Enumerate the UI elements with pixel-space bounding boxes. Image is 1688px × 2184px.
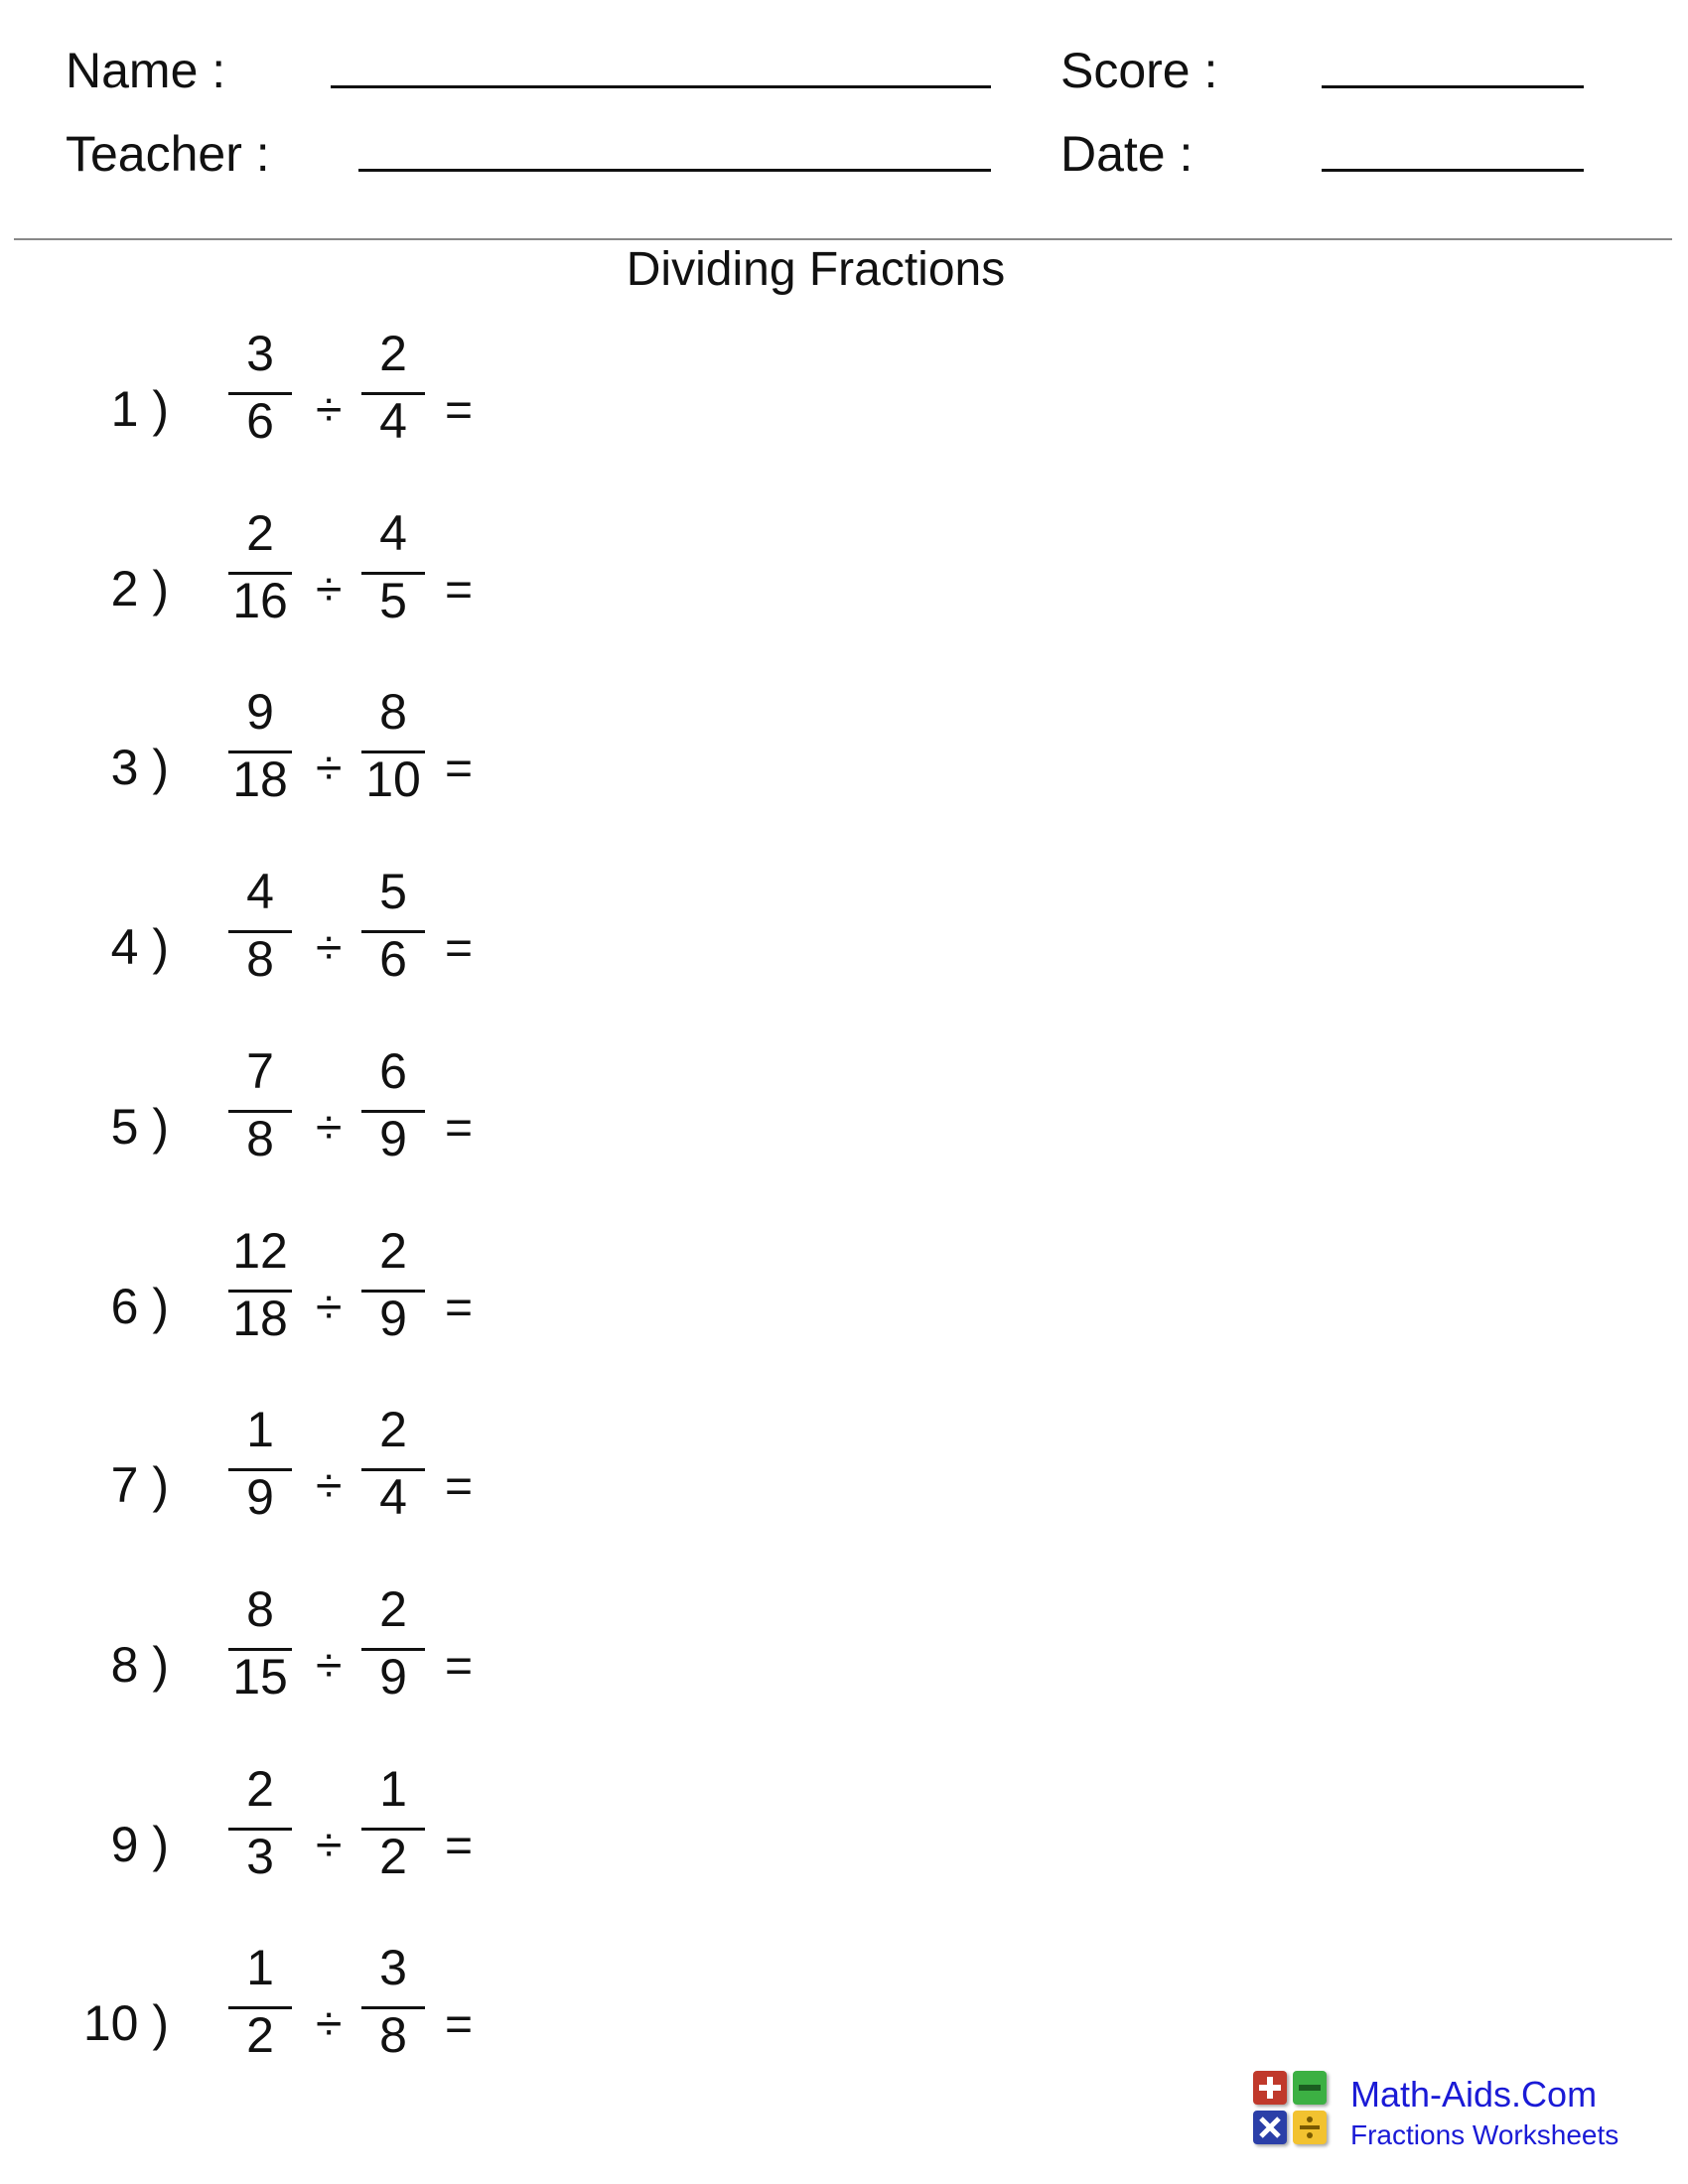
fraction-denominator: 8 bbox=[246, 1110, 274, 1166]
fraction-numerator: 2 bbox=[379, 1402, 407, 1458]
fraction-numerator: 2 bbox=[379, 1222, 407, 1279]
fraction-numerator: 2 bbox=[246, 504, 274, 561]
fraction-denominator: 9 bbox=[379, 1648, 407, 1705]
divide-sign: ÷ bbox=[316, 1460, 343, 1514]
fraction-numerator: 2 bbox=[379, 1580, 407, 1637]
equals-sign: = bbox=[445, 1998, 474, 2052]
date-label: Date : bbox=[1060, 126, 1194, 182]
equals-sign: = bbox=[445, 384, 474, 437]
teacher-field-line[interactable] bbox=[358, 169, 991, 172]
fraction-numerator: 2 bbox=[379, 326, 407, 381]
equals-sign: = bbox=[445, 743, 474, 796]
fraction-numerator: 12 bbox=[232, 1222, 288, 1279]
problem-row bbox=[0, 1043, 695, 1212]
fraction-numerator: 3 bbox=[246, 326, 274, 381]
teacher-label: Teacher : bbox=[66, 126, 270, 182]
date-field-line[interactable] bbox=[1322, 169, 1584, 172]
brand-tagline: Fractions Worksheets bbox=[1350, 2119, 1619, 2150]
minus-icon bbox=[1293, 2071, 1327, 2105]
multiply-icon bbox=[1253, 2111, 1287, 2144]
math-operations-logo-icon bbox=[1253, 2071, 1333, 2150]
fraction-denominator: 2 bbox=[246, 2007, 274, 2064]
fraction-denominator: 2 bbox=[379, 1828, 407, 1884]
fraction-denominator: 9 bbox=[246, 1469, 274, 1526]
plus-icon bbox=[1253, 2071, 1287, 2105]
equals-sign: = bbox=[445, 1101, 474, 1155]
problem-row bbox=[0, 326, 695, 494]
brand-site-link[interactable]: Math-Aids.Com bbox=[1350, 2074, 1598, 2115]
fraction-denominator: 16 bbox=[232, 572, 288, 628]
divide-sign: ÷ bbox=[316, 1639, 343, 1693]
problem-number: 5 ) bbox=[110, 1098, 169, 1155]
divide-sign: ÷ bbox=[316, 1101, 343, 1155]
fraction-denominator: 9 bbox=[379, 1110, 407, 1166]
fraction-denominator: 6 bbox=[246, 393, 274, 449]
fraction-numerator: 3 bbox=[379, 1940, 407, 1996]
equals-sign: = bbox=[445, 1281, 474, 1334]
fraction-numerator: 1 bbox=[246, 1402, 274, 1458]
problem-number: 3 ) bbox=[110, 740, 169, 796]
problem-number: 4 ) bbox=[110, 919, 169, 976]
fraction-numerator: 2 bbox=[246, 1760, 274, 1817]
fraction-numerator: 4 bbox=[246, 864, 274, 920]
fraction-numerator: 1 bbox=[379, 1760, 407, 1817]
divide-sign: ÷ bbox=[316, 1819, 343, 1872]
divide-sign: ÷ bbox=[316, 563, 343, 616]
problem-number: 9 ) bbox=[110, 1816, 169, 1872]
name-field-line[interactable] bbox=[331, 85, 991, 88]
fraction-denominator: 4 bbox=[379, 393, 407, 449]
equals-sign: = bbox=[445, 1460, 474, 1514]
fraction-numerator: 7 bbox=[246, 1042, 274, 1099]
divide-sign: ÷ bbox=[316, 743, 343, 796]
fraction-denominator: 5 bbox=[379, 572, 407, 628]
fraction-denominator: 18 bbox=[232, 751, 288, 808]
problem-number: 8 ) bbox=[110, 1636, 169, 1693]
fraction-denominator: 3 bbox=[246, 1828, 274, 1884]
equals-sign: = bbox=[445, 563, 474, 616]
problem-row bbox=[0, 1761, 695, 1930]
equals-sign: = bbox=[445, 1819, 474, 1872]
fraction-numerator: 8 bbox=[379, 684, 407, 741]
problem-row bbox=[0, 1940, 695, 2109]
problem-row bbox=[0, 1223, 695, 1392]
fraction-denominator: 10 bbox=[365, 751, 421, 808]
score-field-line[interactable] bbox=[1322, 85, 1584, 88]
equals-sign: = bbox=[445, 1639, 474, 1693]
worksheet-title: Dividing Fractions bbox=[626, 243, 1006, 296]
divide-sign: ÷ bbox=[316, 1281, 343, 1334]
divide-icon bbox=[1293, 2111, 1327, 2144]
fraction-denominator: 8 bbox=[246, 931, 274, 988]
score-label: Score : bbox=[1060, 43, 1218, 98]
divide-sign: ÷ bbox=[316, 922, 343, 976]
fraction-denominator: 18 bbox=[232, 1290, 288, 1346]
equals-sign: = bbox=[445, 922, 474, 976]
fraction-numerator: 5 bbox=[379, 864, 407, 920]
fraction-numerator: 1 bbox=[246, 1940, 274, 1996]
problem-number: 10 ) bbox=[82, 1995, 169, 2052]
header-divider bbox=[14, 238, 1672, 240]
divide-sign: ÷ bbox=[316, 384, 343, 437]
name-label: Name : bbox=[66, 43, 226, 98]
problem-number: 7 ) bbox=[110, 1457, 169, 1514]
fraction-denominator: 6 bbox=[379, 931, 407, 988]
problem-number: 1 ) bbox=[110, 381, 169, 437]
problem-row bbox=[0, 864, 695, 1032]
fraction-numerator: 6 bbox=[379, 1042, 407, 1099]
fraction-denominator: 8 bbox=[379, 2007, 407, 2064]
problem-row bbox=[0, 684, 695, 853]
branding bbox=[1350, 2075, 1618, 2152]
fraction-numerator: 9 bbox=[246, 684, 274, 741]
problem-number: 2 ) bbox=[110, 560, 169, 616]
fraction-denominator: 4 bbox=[379, 1469, 407, 1526]
fraction-numerator: 8 bbox=[246, 1580, 274, 1637]
fraction-denominator: 15 bbox=[232, 1648, 288, 1705]
problem-number: 6 ) bbox=[110, 1278, 169, 1334]
problem-row bbox=[0, 1402, 695, 1570]
problem-row bbox=[0, 1581, 695, 1750]
problem-row bbox=[0, 505, 695, 674]
fraction-denominator: 9 bbox=[379, 1290, 407, 1346]
divide-sign: ÷ bbox=[316, 1998, 343, 2052]
fraction-numerator: 4 bbox=[379, 504, 407, 561]
